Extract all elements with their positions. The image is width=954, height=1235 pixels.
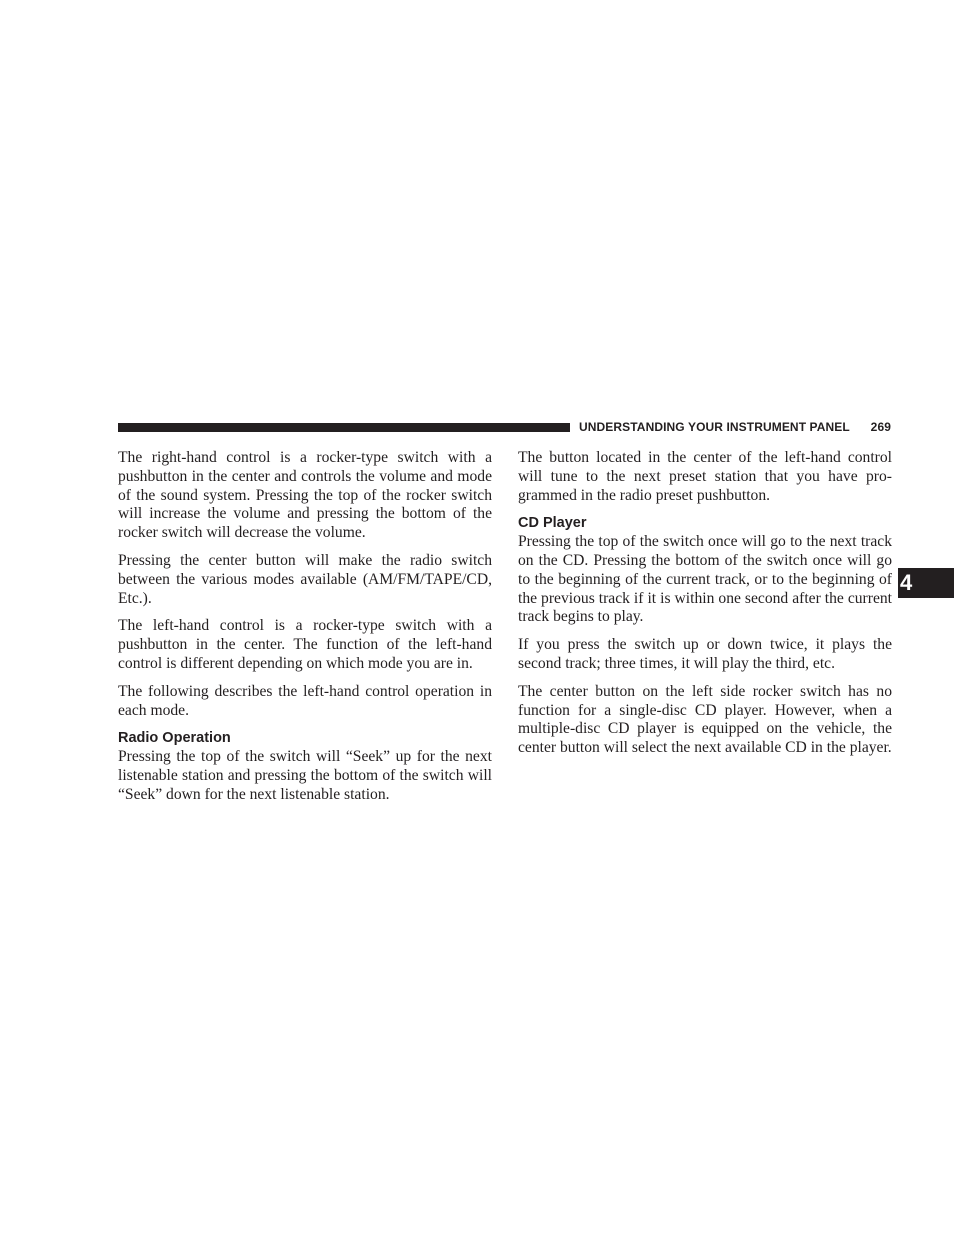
section-title: UNDERSTANDING YOUR INSTRUMENT PANEL bbox=[579, 420, 850, 434]
page-number: 269 bbox=[870, 420, 891, 434]
paragraph-center-button-modes: Pressing the center button will make the radio switch between the various modes available (AM/FM/TAPE/​CD, Etc.). bbox=[118, 551, 492, 607]
paragraph-cd-twice: If you press the switch up or down twice, it plays the second track; three times, it will play the third, etc. bbox=[518, 636, 892, 672]
right-column bbox=[518, 449, 892, 767]
paragraph-left-hand-control: The left-hand control is a rocker-type switch with a pushbutton in the center. The function of the left-hand control is different depending on which mode you are in. bbox=[118, 617, 492, 672]
header-rule bbox=[118, 423, 570, 432]
running-header bbox=[579, 420, 891, 435]
paragraph-preset-station: The button located in the center of the left-hand control will tune to the next preset station that you have programmed in the radio preset pushbutton. bbox=[518, 449, 892, 504]
paragraph-cd-center-button: The center button on the left side rocker switch has no function for a single-disc CD player. However, when a multiple-disc CD player is equipped on the vehicle, the center button will select the next available CD in the player. bbox=[518, 682, 892, 757]
paragraph-cd-next-track: Pressing the top of the switch once will go to the next track on the CD. Pressing the bottom of the switch once will go to the beginning of the current track, or to the beginning of the previous track if it is within one second after the current track begins to play. bbox=[518, 533, 892, 626]
heading-cd-player: CD Player bbox=[518, 515, 587, 532]
paragraph-radio-operation: Pressing the top of the switch will “Seek” up for the next listenable station and pressing the bottom of the switch will “Seek” down for the next listenable station. bbox=[118, 748, 492, 803]
paragraph-right-hand-control: The right-hand control is a rocker-type switch with a pushbutton in the center and controls the volume and mode of the sound system. Pressing the top of the rocker switch will increase the volume and pressing the bottom of the rocker switch will decrease the volume. bbox=[118, 449, 492, 542]
left-column bbox=[118, 449, 492, 814]
paragraph-following-describes: The following describes the left-hand control operation in each mode. bbox=[118, 682, 492, 719]
chapter-tab: 4 bbox=[898, 568, 954, 598]
heading-radio-operation: Radio Operation bbox=[118, 730, 231, 747]
